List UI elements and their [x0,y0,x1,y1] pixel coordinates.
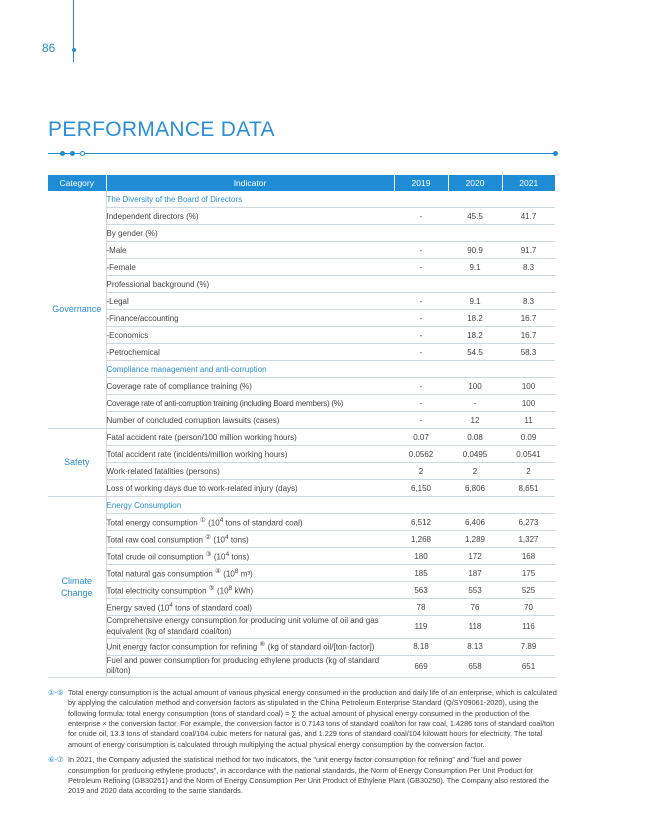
value-2020: 0.08 [448,429,502,446]
value-2020: - [448,395,502,412]
value-2020: 0.0495 [448,446,502,463]
header-indicator: Indicator [106,175,394,191]
table-header-row [48,175,555,191]
value-2020: 658 [448,655,502,678]
category-climate-line1: Climate [61,575,92,586]
unit-text: (10 [205,518,220,528]
indicator-label: -Legal [106,293,394,310]
value-2019: - [394,259,448,276]
table-row [48,638,555,655]
value-2019: 0.0562 [394,446,448,463]
footnote-mark: ③ [205,551,212,559]
value-2019: - [394,310,448,327]
unit-text: kWh) [232,586,254,596]
footnote-mark: ② [205,534,212,542]
value-2021: 2 [502,463,555,480]
value-2020: 54.5 [448,344,502,361]
value-2019: 563 [394,582,448,599]
value-2019 [394,276,448,293]
table-row [48,463,555,480]
value-2021 [502,276,555,293]
table-row [48,259,555,276]
value-2019: 6,150 [394,480,448,497]
footnote-text: Total energy consumption is the actual amount of various physical energy consumed in the production and daily life of an enterprise, which is calculated by applying the calculation method and conversion factors as stipulated in the China Petroleum Enterprise Standard (Q/SY09061-2020), using the following formula: total energy consumption (tons of standard coal) = ∑ the actual amount of physical energy consumed in the production of the enterprise × the conversion factor. For example, the conversion factor is 0.7143 tons of standard coal/ton for raw coal, 1.4286 tons of standard coal/ton for crude oil, 13.3 tons of standard coal/104 cubic meters for natural gas, and 1.229 tons of standard coal/104 kilowatt hours for electricity. The total amount of energy consumption is calculated through multiplying the actual physical energy consumption by the conversion factor. [68,688,557,749]
value-2020: 9.1 [448,259,502,276]
value-2020 [448,276,502,293]
indicator-label: Professional background (%) [106,276,394,293]
value-2019: - [394,242,448,259]
table-row [48,412,555,429]
footnote-marker: ①-⑤ [48,688,64,697]
value-2021: 0.09 [502,429,555,446]
value-2020: 187 [448,565,502,582]
value-2019: 1,268 [394,531,448,548]
value-2021: 175 [502,565,555,582]
indicator-label: Loss of working days due to work-related injury (days) [106,480,394,497]
value-2019: - [394,378,448,395]
table-row [48,446,555,463]
header-2019: 2019 [394,175,448,191]
value-2021: 0.0541 [502,446,555,463]
category-climate-line2: Change [60,588,93,599]
rule-dot-hollow [80,151,85,156]
table-row [48,225,555,242]
table-row [48,531,555,548]
unit-text: (10 [214,586,229,596]
indicator-label: -Female [106,259,394,276]
value-2020: 172 [448,548,502,565]
rule-dot [70,151,75,156]
indicator-label: -Finance/accounting [106,310,394,327]
value-2021: 651 [502,655,555,678]
label-text: Total raw coal consumption [106,535,203,545]
value-2019: - [394,395,448,412]
table-row [48,293,555,310]
title-rule [48,153,556,154]
table-row [48,497,555,514]
table-row [48,327,555,344]
value-2021: 8.3 [502,259,555,276]
footnotes [48,688,558,802]
section-heading: The Diversity of the Board of Directors [106,191,555,208]
value-2021: 16.7 [502,327,555,344]
value-2020: 100 [448,378,502,395]
footnote-marker: ⑥-⑦ [48,755,64,765]
unit-exponent: 8 [228,585,233,593]
value-2019: - [394,344,448,361]
label-text: Total energy consumption [106,518,198,528]
table-row [48,344,555,361]
footnote-mark: ⑥ [259,640,266,648]
value-2020: 18.2 [448,310,502,327]
value-2021: 6,273 [502,514,555,531]
table-row [48,361,555,378]
value-2019: - [394,412,448,429]
label-text: Energy saved [106,603,156,613]
value-2020: 9.1 [448,293,502,310]
page-title: PERFORMANCE DATA [48,118,275,141]
indicator-label: Number of concluded corruption lawsuits (cases) [106,412,394,429]
value-2020: 6,406 [448,514,502,531]
value-2020: 553 [448,582,502,599]
value-2020: 76 [448,599,502,616]
unit-text: (10 [221,569,235,579]
footnote-mark: ① [199,517,206,525]
unit-exponent: 4 [219,517,224,525]
unit-exponent: 4 [225,551,230,559]
indicator-label [106,531,394,548]
table-row [48,276,555,293]
indicator-label [106,514,394,531]
value-2019: - [394,293,448,310]
value-2020: 6,806 [448,480,502,497]
value-2020: 2 [448,463,502,480]
value-2021: 16.7 [502,310,555,327]
indicator-label: -Male [106,242,394,259]
indicator-label: Fatal accident rate (person/100 million working hours) [106,429,394,446]
label-text: Unit energy factor consumption for refining [106,642,258,652]
value-2019: 119 [394,616,448,639]
value-2021: 91.7 [502,242,555,259]
value-2021: 100 [502,378,555,395]
header-category: Category [48,175,106,191]
category-governance: Governance [48,191,106,429]
value-2019: 6,512 [394,514,448,531]
indicator-label [106,548,394,565]
section-heading: Compliance management and anti-corruption [106,361,555,378]
value-2020: 18.2 [448,327,502,344]
header-2021: 2021 [502,175,555,191]
value-2019: - [394,327,448,344]
unit-text: tons of standard coal) [223,518,303,528]
unit-text: (10 [211,552,226,562]
header-vertical-line [73,0,74,62]
page-number: 86 [42,41,56,55]
header-2020: 2020 [448,175,502,191]
footnote [48,755,558,796]
indicator-label: Total accident rate (incidents/million working hours) [106,446,394,463]
table-row [48,599,555,616]
indicator-label [106,599,394,616]
value-2021: 70 [502,599,555,616]
performance-table [48,175,555,678]
category-climate-change [48,497,106,678]
rule-dot [60,151,65,156]
table-row [48,378,555,395]
indicator-label: Independent directors (%) [106,208,394,225]
value-2019: 2 [394,463,448,480]
value-2020: 1,289 [448,531,502,548]
indicator-label: Coverage rate of anti-corruption training (including Board members) (%) [106,395,394,412]
unit-text: tons of standard coal) [172,603,253,613]
table-row [48,208,555,225]
value-2021: 116 [502,616,555,639]
value-2019: 180 [394,548,448,565]
label-text: Total electricity consumption [106,586,207,596]
indicator-label [106,582,394,599]
unit-exponent: 8 [234,568,239,576]
rule-end-dot [553,151,558,156]
table-row [48,565,555,582]
value-2020: 8.13 [448,638,502,655]
footnote-mark: ⑤ [208,585,215,593]
table-row [48,616,555,639]
label-text: Total natural gas consumption [106,569,213,579]
unit-text: m³) [238,569,253,579]
unit-text: tons) [228,535,249,545]
value-2021: 58.3 [502,344,555,361]
page-number-dot [72,48,76,52]
value-2019 [394,225,448,242]
value-2021 [502,225,555,242]
unit-text: (10 [211,535,225,545]
value-2021: 1,327 [502,531,555,548]
label-text: Total crude oil consumption [106,552,204,562]
table-row [48,191,555,208]
value-2020: 45.5 [448,208,502,225]
value-2020: 118 [448,616,502,639]
value-2020 [448,225,502,242]
value-2021: 8.3 [502,293,555,310]
table-row [48,514,555,531]
value-2021: 525 [502,582,555,599]
indicator-label: Comprehensive energy consumption for producing unit volume of oil and gas equivalent (kg of standard coal/ton) [106,616,394,639]
category-safety: Safety [48,429,106,497]
value-2021: 41.7 [502,208,555,225]
unit-exponent: 4 [225,534,229,542]
value-2019: 669 [394,655,448,678]
indicator-label [106,565,394,582]
table-row [48,582,555,599]
footnote-mark: ④ [215,568,221,576]
value-2021: 8,651 [502,480,555,497]
unit-exponent: 4 [169,601,173,609]
indicator-label: Coverage rate of compliance training (%) [106,378,394,395]
value-2021: 168 [502,548,555,565]
table-row [48,655,555,678]
value-2020: 12 [448,412,502,429]
unit-text: tons) [229,552,250,562]
table-row [48,242,555,259]
value-2020: 90.9 [448,242,502,259]
value-2019: 78 [394,599,448,616]
table-row [48,395,555,412]
value-2019: 185 [394,565,448,582]
table-row [48,480,555,497]
indicator-label: Fuel and power consumption for producing ethylene products (kg of standard oil/ton) [106,655,394,678]
value-2019: 0.07 [394,429,448,446]
value-2019: 8.18 [394,638,448,655]
indicator-label: -Economics [106,327,394,344]
table-row [48,310,555,327]
value-2021: 100 [502,395,555,412]
indicator-label: By gender (%) [106,225,394,242]
value-2021: 7.89 [502,638,555,655]
indicator-label: -Petrochemical [106,344,394,361]
table-row [48,548,555,565]
unit-text: (10 [155,603,170,613]
footnote-text: In 2021, the Company adjusted the statistical method for two indicators, the "unit energy factor consumption for refining" and "fuel and power consumption for producing ethylene products", in accordance with the national standards, the Norm of Energy Consumption Per Unit Product for Petroleum Refining (GB30251) and the Norm of Energy Consumption Per Unit Product of Ethylene Plant (GB30250). The Company also restored the 2019 and 2020 data according to the same standards. [68,755,549,796]
section-heading: Energy Consumption [106,497,555,514]
indicator-label [106,638,394,655]
indicator-label: Work-related fatalities (persons) [106,463,394,480]
unit-text: (kg of standard oil/[ton·factor]) [265,642,375,652]
value-2021: 11 [502,412,555,429]
table-row [48,429,555,446]
footnote [48,688,558,750]
value-2019: - [394,208,448,225]
